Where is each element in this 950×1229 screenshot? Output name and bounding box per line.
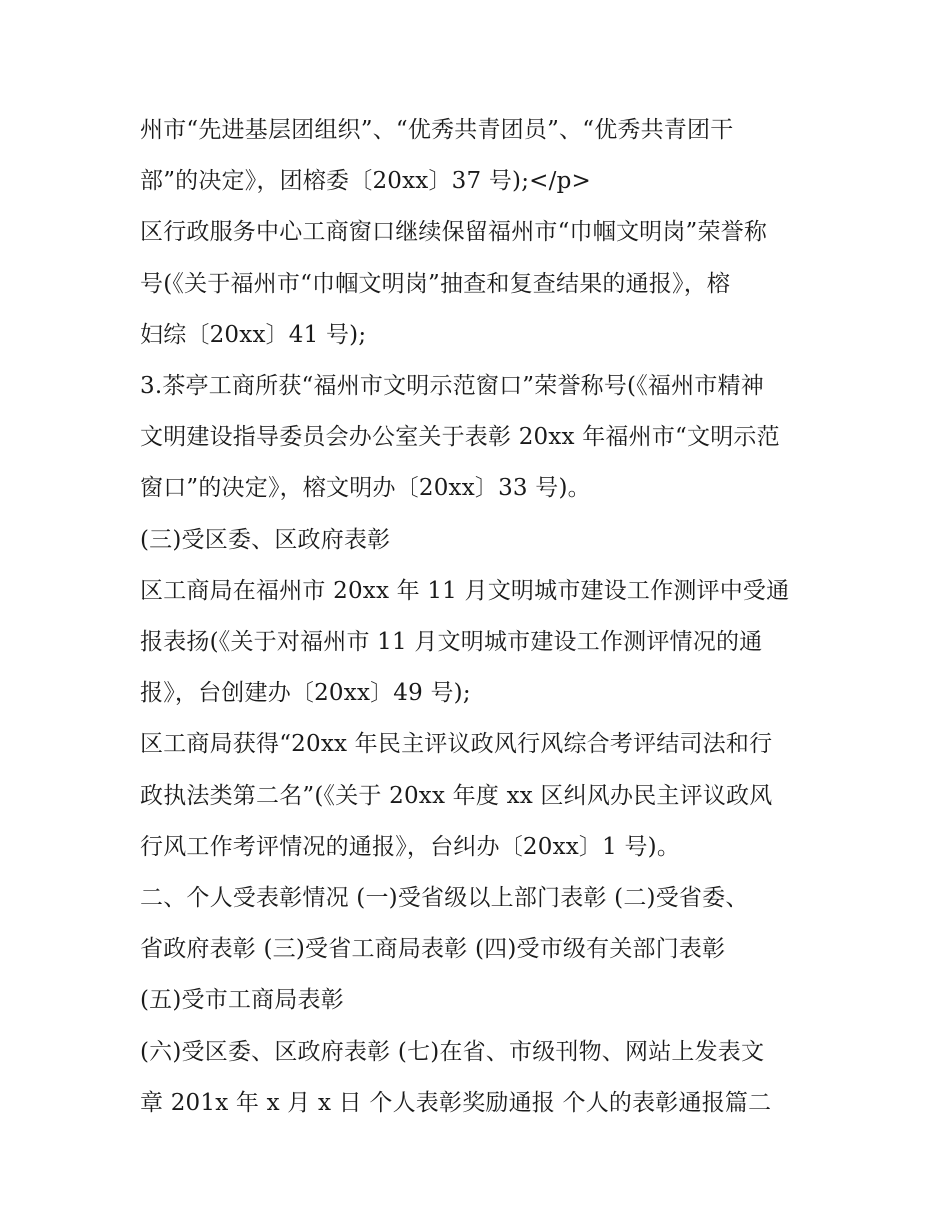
text-line: (五)受市工商局表彰 [140, 987, 344, 1014]
text-line: 号(《关于福州市“巾帼文明岗”抽查和复查结果的通报》，榕 [140, 270, 731, 297]
text-line: 州市“先进基层团组织”、“优秀共青团员”、“优秀共青团干 [140, 117, 734, 143]
document-body [140, 105, 820, 1129]
text-line: 文明建设指导委员会办公室关于表彰 20xx 年福州市“文明示范 [140, 424, 780, 451]
section-heading: 二、个人受表彰情况 (一)受省级以上部门表彰 (二)受省委、 [140, 885, 749, 912]
text-line: 章 201x 年 x 月 x 日 个人表彰奖励通报 个人的表彰通报篇二 [140, 1089, 772, 1116]
section-heading: (三)受区委、区政府表彰 [140, 526, 391, 553]
text-line: 省政府表彰 (三)受省工商局表彰 (四)受市级有关部门表彰 [140, 936, 726, 963]
text-line: 行风工作考评情况的通报》，台纠办〔20xx〕1 号)。 [140, 833, 681, 860]
text-line: 窗口”的决定》，榕文明办〔20xx〕33 号)。 [140, 475, 591, 502]
text-line: 报》，台创建办〔20xx〕49 号); [140, 680, 471, 707]
text-line: 区工商局获得“20xx 年民主评议政风行风综合考评结司法和行 [140, 731, 773, 758]
text-line: 3.茶亭工商所获“福州市文明示范窗口”荣誉称号(《福州市精神 [140, 373, 764, 400]
text-line: 政执法类第二名”(《关于 20xx 年度 xx 区纠风办民主评议政风 [140, 782, 773, 809]
text-line: 区行政服务中心工商窗口继续保留福州市“巾帼文明岗”荣誉称 [140, 219, 768, 246]
text-line: (六)受区委、区政府表彰 (七)在省、市级刊物、网站上发表文 [140, 1038, 765, 1065]
text-line: 区工商局在福州市 20xx 年 11 月文明城市建设工作测评中受通 [140, 577, 790, 604]
text-line: 妇综〔20xx〕41 号); [140, 321, 367, 348]
text-line: 报表扬(《关于对福州市 11 月文明城市建设工作测评情况的通 [140, 629, 763, 656]
text-line: 部”的决定》，团榕委〔20xx〕37 号);</p> [140, 168, 591, 195]
